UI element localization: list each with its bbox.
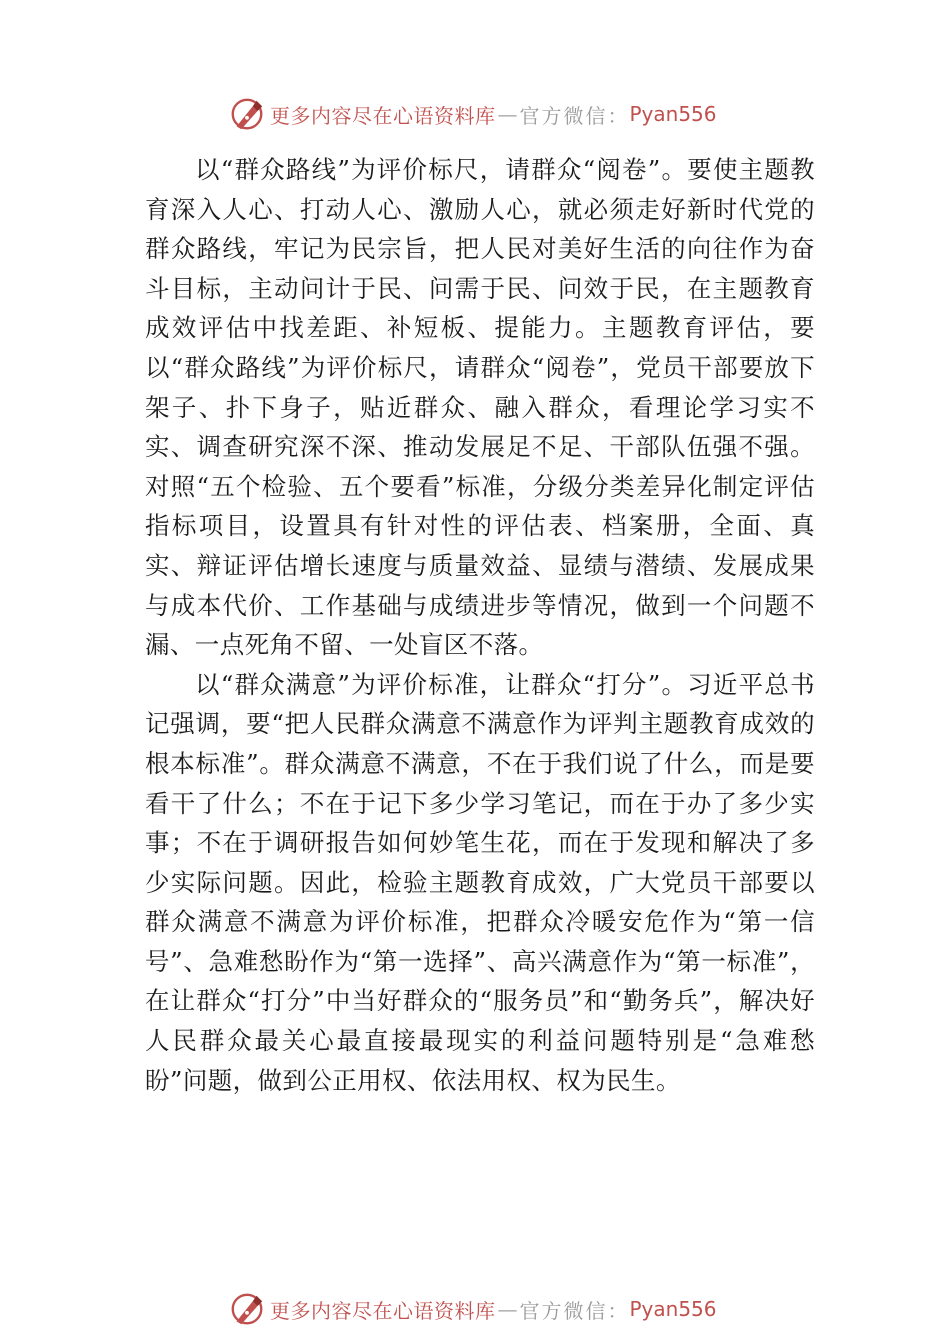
text-line: 一处盲区不落。 [369, 630, 544, 660]
text-line: 育深入人心、打动人心、激励人心，就必须走好新时代党的群 [145, 194, 815, 264]
text-line: 不深、推动发展足不足、干部队伍强不强。 对照“五个检验、 [145, 432, 815, 501]
watermark-wechat-id: Pyan556 [629, 102, 717, 126]
paragraph-mass-line [145, 150, 815, 665]
text-line: 标准”，在让群众“打分”中当好群众的“服务员”和“勤务 [145, 946, 816, 1016]
text-line: 速度与质量效益、显绩与潜绩、发展成果与成本代价、工作 [145, 550, 815, 620]
text-line: 是“急难愁盼”问题，做到公正用权、依法用权、权为民生。 [145, 1026, 815, 1095]
text-line: 线”为评价标尺，请群众“阅卷”，党员干部要放下架子、扑下 [145, 352, 815, 422]
text-line: 标，主动问计于民、问需于民、问效于民，在主题教育成效评 [145, 273, 815, 343]
watermark-wechat-id: Pyan556 [629, 1297, 717, 1321]
text-line: 了多少实际问题。因此，检验主题教育成效，广大党员干部 [145, 828, 815, 897]
document-body [145, 150, 815, 1100]
watermark-footer [228, 1289, 717, 1329]
text-line: 一信号”、急难愁盼作为“第一选择”、高兴满意作为“第一 [145, 907, 815, 976]
text-line: 要以群众满意不满意为评价标准，把群众冷暖安危作为“第 [145, 867, 815, 937]
watermark-promo-text: 更多内容尽在心语资料库 [270, 103, 496, 128]
watermark-header [228, 94, 717, 134]
watermark-label: 官方微信： [519, 1298, 630, 1323]
watermark-dash: — [497, 1297, 518, 1321]
text-line: 效的根本标准”。群众满意不满意，不在于我们说了什么，而 [145, 709, 815, 778]
pen-nib-icon [228, 95, 266, 133]
watermark-label: 官方微信： [519, 103, 630, 128]
text-line: 五个要看”标准，分级分类差异化制定评估指标项目，设置 [145, 471, 815, 541]
text-line: 以“群众满意”为评价标准，让群众“打分”。习近平总 [195, 669, 791, 699]
text-line: 具有针对性的评估表、档案册，全面、真实、辩证评估增长 [145, 511, 815, 580]
text-line: 身子，贴近群众、融入群众，看理论学习实不实、调查研究深 [145, 392, 816, 462]
watermark-dash: — [497, 102, 518, 126]
text-line: 书记强调，要“把人民群众满意不满意作为评判主题教育成 [145, 669, 815, 739]
text-line: 少实事；不在于调研报告如何妙笔生花，而在于发现和解决 [145, 788, 815, 858]
text-line: 是要看干了什么；不在于记下多少学习笔记，而在于办了多 [145, 748, 815, 818]
text-line: 以“群众路线”为评价标尺，请群众“阅卷”。要使主题教 [195, 155, 815, 184]
text-line: 兵”，解决好人民群众最关心最直接最现实的利益问题特别 [145, 986, 815, 1056]
paragraph-mass-satisfaction [145, 665, 815, 1101]
text-line: 众路线，牢记为民宗旨，把人民对美好生活的向往作为奋斗目 [145, 234, 815, 303]
watermark-promo-text: 更多内容尽在心语资料库 [270, 1298, 496, 1323]
text-line: 估中找差距、补短板、提能力。主题教育评估，要以“群众路 [145, 313, 815, 382]
text-line: 基础与成绩进步等情况，做到一个问题不漏、一点死角不留、 [145, 590, 815, 660]
pen-nib-icon [228, 1290, 266, 1328]
